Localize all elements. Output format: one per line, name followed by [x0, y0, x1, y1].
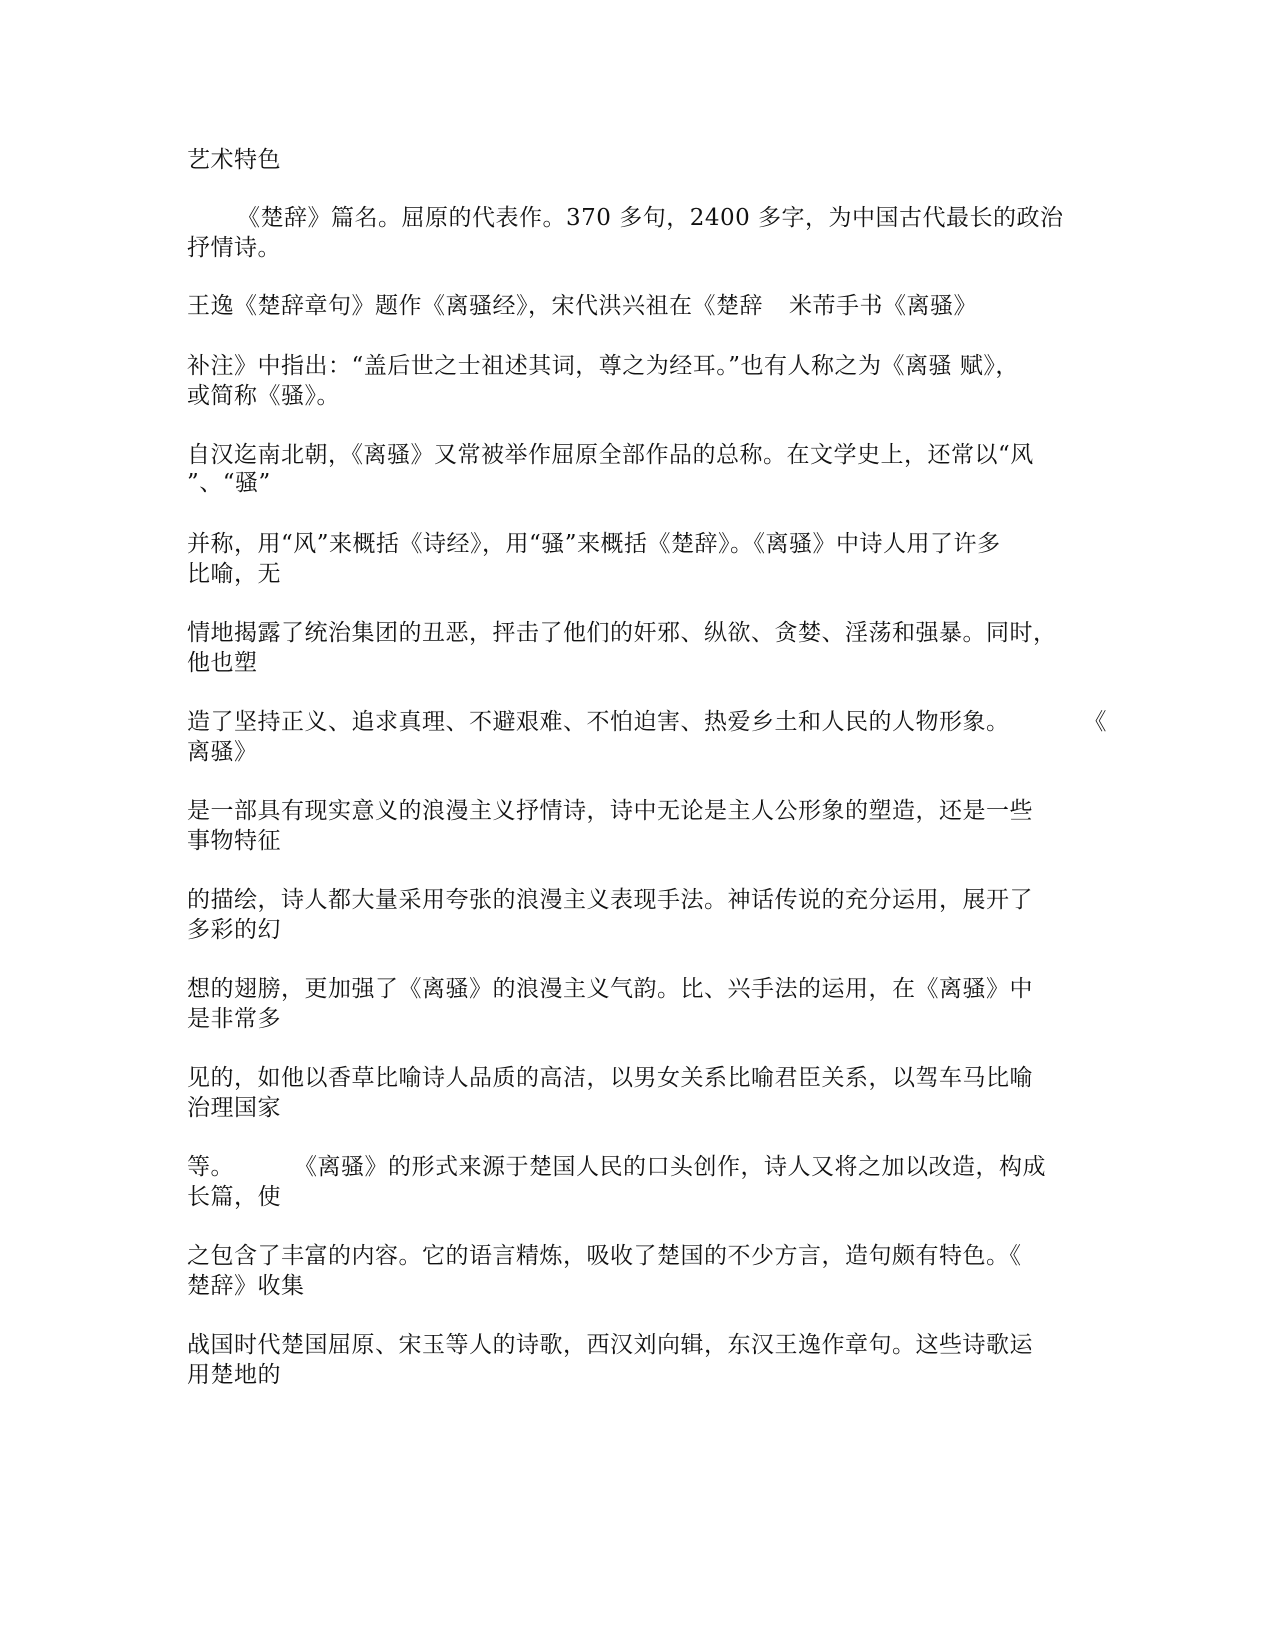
- paragraph-line: 治理国家: [187, 1095, 281, 1121]
- text-segment: 造了坚持正义、追求真理、不避艰难、不怕迫害、热爱乡土和人民的人物形象。: [187, 709, 1010, 735]
- paragraph-line: 并称，用“风”来概括《诗经》，用“骚”来概括《楚辞》。《离骚》中诗人用了许多: [187, 531, 1001, 557]
- paragraph-line: 自汉迄南北朝，《离骚》又常被举作屈原全部作品的总称。在文学史上，还常以“风: [187, 442, 1034, 468]
- paragraph-line: 《楚辞》篇名。屈原的代表作。370 多句，2400 多字，为中国古代最长的政治: [237, 205, 1064, 231]
- section-heading: 艺术特色: [187, 147, 281, 173]
- paragraph-line: 比喻，无: [187, 561, 281, 587]
- image-caption: 米芾手书《离骚》: [789, 293, 977, 319]
- paragraph-line: 抒情诗。: [187, 235, 281, 261]
- text-segment: 《离骚》的形式来源于楚国人民的口头创作，诗人又将之加以改造，构成: [294, 1154, 1046, 1180]
- paragraph-line: [187, 1152, 1046, 1182]
- paragraph-line: 补注》中指出：“盖后世之士祖述其词，尊之为经耳。”也有人称之为《离骚 赋》，: [187, 353, 1019, 379]
- paragraph-line: 离骚》: [187, 739, 258, 765]
- paragraph-line: 多彩的幻: [187, 917, 281, 943]
- text-segment: 等。: [187, 1154, 234, 1180]
- text-segment: 王逸《楚辞章句》题作《离骚经》，宋代洪兴祖在《楚辞: [187, 293, 763, 319]
- paragraph-line: [187, 707, 1107, 737]
- paragraph-line: 想的翅膀，更加强了《离骚》的浪漫主义气韵。比、兴手法的运用，在《离骚》中: [187, 976, 1033, 1002]
- paragraph-line: 楚辞》收集: [187, 1273, 305, 1299]
- paragraph-line: 长篇，使: [187, 1184, 281, 1210]
- text-segment: 《: [1083, 709, 1107, 735]
- paragraph-line: 之包含了丰富的内容。它的语言精炼，吸收了楚国的不少方言，造句颇有特色。《: [187, 1243, 1022, 1269]
- paragraph-line: 是一部具有现实意义的浪漫主义抒情诗，诗中无论是主人公形象的塑造，还是一些: [187, 798, 1033, 824]
- paragraph-line: 是非常多: [187, 1006, 281, 1032]
- paragraph-line: 战国时代楚国屈原、宋玉等人的诗歌，西汉刘向辑，东汉王逸作章句。这些诗歌运: [187, 1332, 1033, 1358]
- paragraph-line: 或简称《骚》。: [187, 383, 340, 409]
- paragraph-line: 的描绘，诗人都大量采用夸张的浪漫主义表现手法。神话传说的充分运用，展开了: [187, 887, 1033, 913]
- paragraph-line: 情地揭露了统治集团的丑恶，抨击了他们的奸邪、纵欲、贪婪、淫荡和强暴。同时，: [187, 620, 1057, 646]
- paragraph-line: 他也塑: [187, 650, 258, 676]
- paragraph-line: 事物特征: [187, 828, 281, 854]
- paragraph-line: 用楚地的: [187, 1362, 281, 1388]
- paragraph-line: ”、“骚”: [187, 470, 271, 496]
- paragraph-line: [187, 291, 977, 321]
- paragraph-line: 见的，如他以香草比喻诗人品质的高洁，以男女关系比喻君臣关系，以驾车马比喻: [187, 1065, 1033, 1091]
